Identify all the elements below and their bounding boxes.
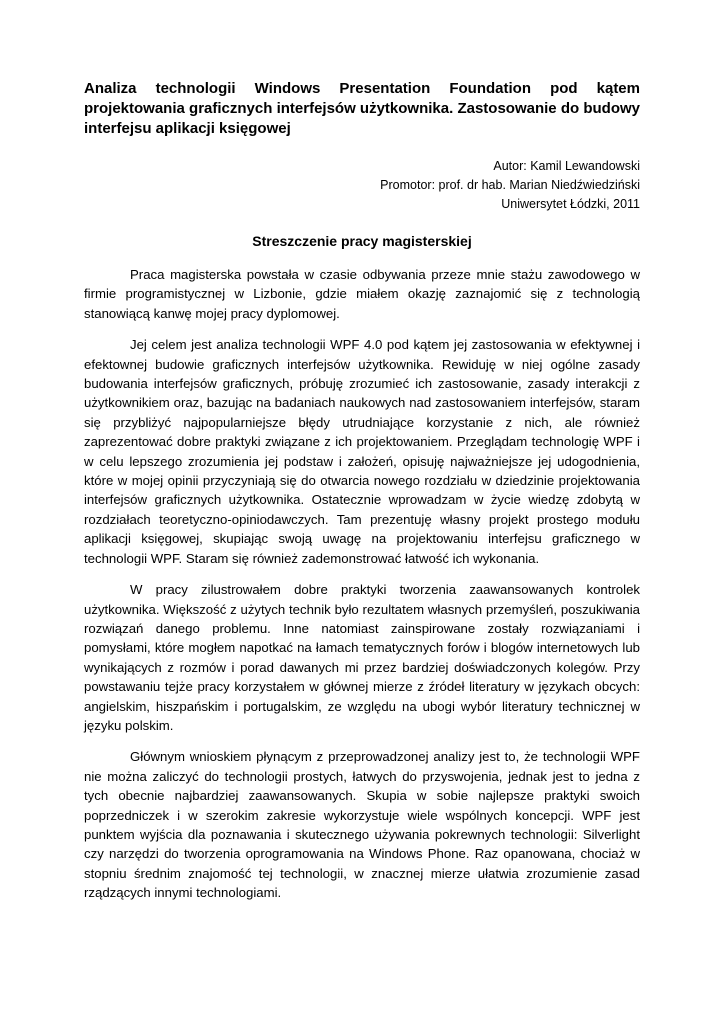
- document-title: Analiza technologii Windows Presentation Foundation pod kątem projektowania graficznych interfejsów użytkownika. Zastosowanie do budowy interfejsu aplikacji księgowej: [84, 80, 640, 137]
- abstract-paragraph: Jej celem jest analiza technologii WPF 4.0 pod kątem jej zastosowania w efektywnej i efektownej budowie graficznych interfejsów użytkownika. Rewiduję w niej ogólne zasady budowania interfejsów graficznych, próbuję zrozumieć ich zastosowanie, zasady interakcji z użytkownikiem oraz, bazując na badaniach naukowych nad zastosowaniem interfejsów, staram się przybliżyć najpopularniejsze błędy utrudniające korzystanie z nich, ale również zaprezentować dobre praktyki związane z ich projektowaniem. Przeglądam technologię WPF i w celu lepszego zrozumienia jej podstaw i założeń, opisuję najważniejsze jej udogodnienia, które w mojej opinii przyczyniają się do otwarcia nowego rozdziału w dziedzinie projektowania interfejsów graficznych użytkownika. Ostatecznie wprowadzam w życie wiedzę zdobytą w rozdziałach teoretyczno-opiniodawczych. Tam prezentuję własny projekt prostego modułu aplikacji księgowej, skupiając swoją uwagę na projektowaniu interfejsu graficznego w technologii WPF. Staram się również zademonstrować łatwość ich wykonania.: [84, 337, 640, 566]
- abstract-paragraph: W pracy zilustrowałem dobre praktyki tworzenia zaawansowanych kontrolek użytkownika. Większość z użytych technik było rezultatem własnych przemyśleń, poszukiwania rozwiązań danego problemu. Inne natomiast zainspirowane zostały rozwiązaniami i pomysłami, które mogłem napotkać na łamach tematycznych forów i blogów internetowych lub wynikających z rozmów i porad dawanych mi przez bardziej doświadczonych kolegów. Przy powstawaniu tejże pracy korzystałem w głównej mierze z źródeł literatury w językach obcych: angielskim, hiszpańskim i portugalskim, ze względu na ubogi wybór literatury technicznej w języku polskim.: [84, 582, 640, 733]
- document-page: [84, 79, 640, 903]
- abstract-heading: Streszczenie pracy magisterskiej: [252, 233, 472, 249]
- abstract-paragraph: Praca magisterska powstała w czasie odbywania przeze mnie stażu zawodowego w firmie programistycznej w Lizbonie, gdzie miałem okazję zaznajomić się z technologią stanowiącą kanwę mojej pracy dyplomowej.: [84, 267, 640, 321]
- promoter-line: Promotor: prof. dr hab. Marian Niedźwiedziński: [380, 178, 640, 192]
- author-line: Autor: Kamil Lewandowski: [493, 159, 640, 173]
- document-meta: [84, 157, 640, 214]
- university-line: Uniwersytet Łódzki, 2011: [501, 197, 640, 211]
- abstract-paragraph: Głównym wnioskiem płynącym z przeprowadzonej analizy jest to, że technologii WPF nie można zaliczyć do technologii prostych, łatwych do przyswojenia, jednak jest to jedna z tych obecnie najbardziej zaawansowanych. Skupia w sobie najlepsze praktyki swoich poprzedniczek i w szerokim zakresie wykorzystuje wiele wspólnych koncepcji. WPF jest punktem wyjścia dla poznawania i skutecznego używania pokrewnych technologii: Silverlight czy narzędzi do tworzenia oprogramowania na Windows Phone. Raz opanowana, chociaż w stopniu średnim znajomość tej technologii, w znacznej mierze ułatwia zrozumienie zasad rządzących innymi technologiami.: [84, 749, 640, 901]
